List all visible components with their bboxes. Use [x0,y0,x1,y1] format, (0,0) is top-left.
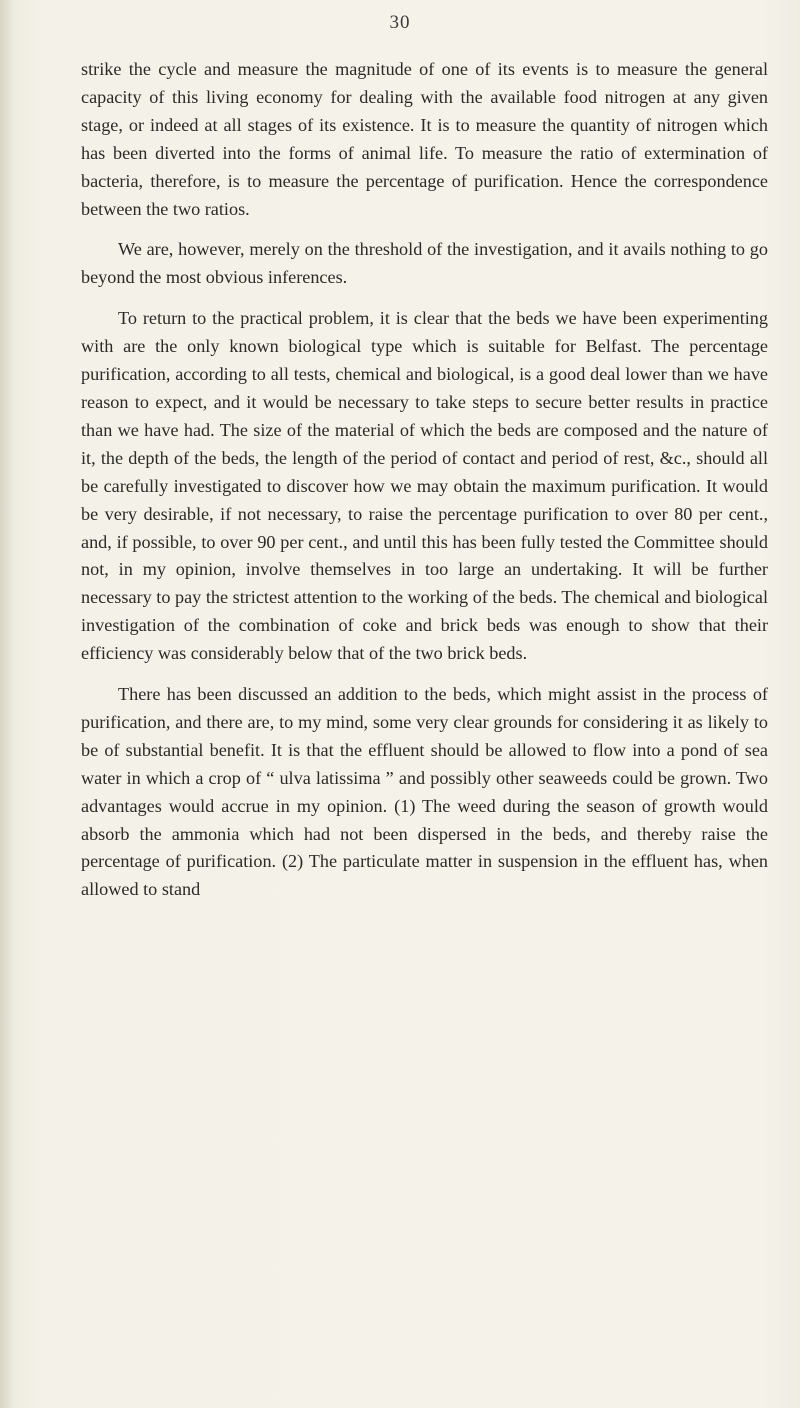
paragraph-seaweed-pond: There has been discussed an addition to the beds, which might assist in the process of purification, and there are, to my mind, some very clear grounds for considering it as likely to be of substantial benefit. It is that the effluent should be allowed to flow into a pond of sea water in which a crop of “ ulva latissima ” and possibly other seaweeds could be grown. Two advantages would accrue in my opinion. (1) The weed during the season of growth would absorb the ammonia which had not been dispersed in the beds, and thereby raise the percentage of purification. (2) The particulate matter in suspension in the effluent has, when allowed to stand [81,684,768,900]
paragraph-threshold: We are, however, merely on the threshold of the investigation, and it avails nothing to go beyond the most obvious inferences. [81,239,768,288]
paragraph-practical-problem: To return to the practical problem, it is clear that the beds we have been experimenting with are the only known biological type which is suitable for Belfast. The percentage purification, according to all tests, chemical and biological, is a good deal lower than we have reason to expect, and it would be necessary to take steps to secure better results in practice than we have had. The size of the material of which the beds are composed and the nature of it, the depth of the beds, the length of the period of contact and period of rest, &c., should all be carefully investigated to discover how we may obtain the maximum purification. It would be very desirable, if not necessary, to raise the percentage purification to over 80 per cent., and, if possible, to over 90 per cent., and until this has been fully tested the Committee should not, in my opinion, involve themselves in too large an undertaking. It will be further necessary to pay the strictest attention to the working of the beds. The chemical and biological investigation of the combination of coke and brick beds was enough to show that their efficiency was considerably below that of the two brick beds. [81,308,768,664]
page-gutter-shadow [0,0,14,1408]
page-number: 30 [389,12,411,33]
body-text [81,56,768,917]
paragraph-continuation: strike the cycle and measure the magnitude of one of its events is to measure the general capacity of this living economy for dealing with the available food nitrogen at any given stage, or indeed at all stages of its existence. It is to measure the quantity of nitrogen which has been diverted into the forms of animal life. To measure the ratio of extermination of bacteria, therefore, is to measure the percentage of purification. Hence the correspondence between the two ratios. [81,59,768,219]
